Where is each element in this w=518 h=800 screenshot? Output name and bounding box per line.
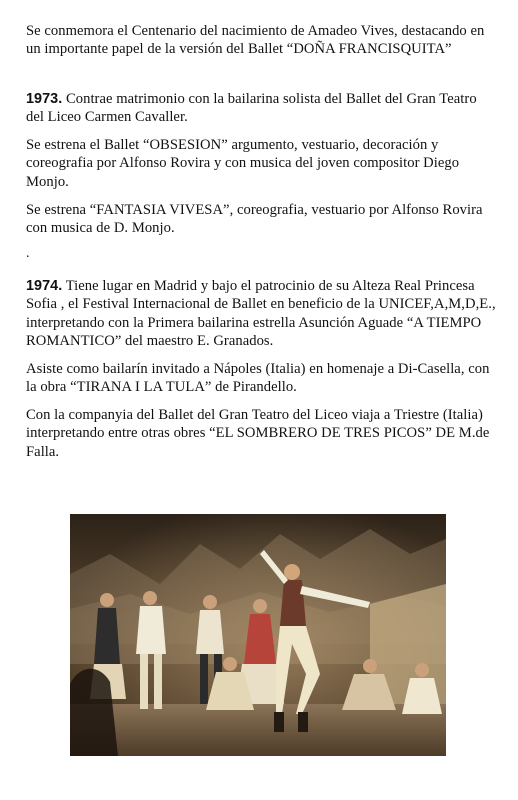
year-1973: 1973. [26,91,63,107]
paragraph-napoles: Asiste como bailarín invitado a Nápoles (Italia) en homenaje a Di-Casella, con la obra “TIRANA I LA TULA” de Pirandello. [26,361,490,396]
paragraph-1974-festival [26,277,496,350]
ballet-stage-illustration [70,514,446,756]
ballet-stage-photo [70,514,446,756]
stage-floor [70,704,446,756]
paragraph-obsesion: Se estrena el Ballet “OBSESION” argumento, vestuario, decoración y coreografia por Alfonso Rovira y con musica del joven compositor Diego Monjo. [26,137,460,190]
year-1974: 1974. [26,278,63,294]
paragraph-1974-text: Tiene lugar en Madrid y bajo el patrocinio de su Alteza Real Princesa Sofia , el Festival Internacional de Ballet en beneficio de la UNICEF,A,M,D,E., interpretando con la Primera bailarina estrella Asunción Aguade “A TIEMPO ROMANTICO” del maestro E. Granados. [26,278,496,349]
paragraph-centenario: Se conmemora el Centenario del nacimiento de Amadeo Vives, destacando en un importante papel de la versión del Ballet “DOÑA FRANCISQUITA” [26,23,485,58]
paragraph-triestre: Con la companyia del Ballet del Gran Teatro del Liceo viaja a Triestre (Italia) interpretando entre otras obres “EL SOMBRERO DE TRES PICOS” DE M.de Falla. [26,407,490,460]
separator-dot: . [26,246,30,261]
paragraph-fantasia-vivesa: Se estrena “FANTASIA VIVESA”, coreografia, vestuario por Alfonso Rovira con musica de D. Monjo. [26,202,483,237]
paragraph-1973-text: Contrae matrimonio con la bailarina solista del Ballet del Gran Teatro del Liceo Carmen Cavaller. [26,91,477,126]
paragraph-1973-matrimonio [26,90,496,127]
